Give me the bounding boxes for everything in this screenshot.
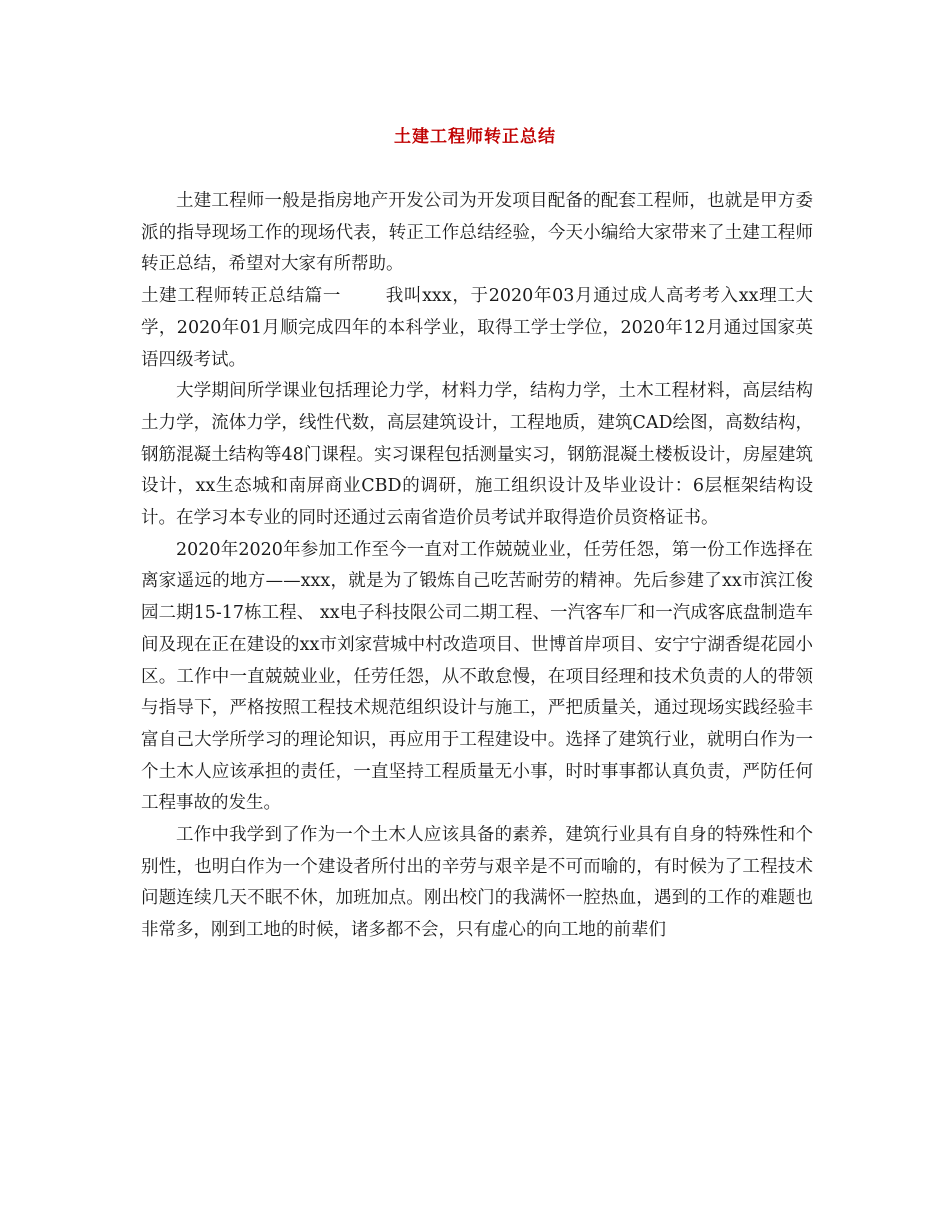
body-paragraph: 2020年2020年参加工作至今一直对工作兢兢业业，任劳任怨，第一份工作选择在离家遥远的地方——xxx，就是为了锻炼自己吃苦耐劳的精神。先后参建了xx市滨江俊园二期15-17栋工程、 xx电子科技限公司二期工程、一汽客车厂和一汽成客底盘制造车间及现在正在建设的xx市刘家营城中村改造项目、世博首岸项目、安宁宁湖香缇花园小区。工作中一直兢兢业业，任劳任怨，从不敢怠慢，在项目经理和技术负责的人的带领与指导下，严格按照工程技术规范组织设计与施工，严把质量关，通过现场实践经验丰富自己大学所学习的理论知识，再应用于工程建设中。选择了建筑行业，就明白作为一个土木人应该承担的责任，一直坚持工程质量无小事，时时事事都认真负责，严防任何工程事故的发生。 bbox=[141, 539, 813, 814]
body-paragraph: 大学期间所学课业包括理论力学，材料力学，结构力学，土木工程材料，高层结构土力学，流体力学，线性代数，高层建筑设计，工程地质，建筑CAD绘图，高数结构，钢筋混凝土结构等48门课程。实习课程包括测量实习，钢筋混凝土楼板设计，房屋建筑设计，xx生态城和南屏商业CBD的调研，施工组织设计及毕业设计：6层框架结构设计。在学习本专业的同时还通过云南省造价员考试并取得造价员资格证书。 bbox=[141, 381, 813, 529]
document-title: 土建工程师转正总结 bbox=[394, 127, 556, 147]
document-body bbox=[141, 186, 813, 947]
section-paragraph bbox=[141, 281, 813, 376]
body-paragraph: 工作中我学到了作为一个土木人应该具备的素养，建筑行业具有自身的特殊性和个别性，也明白作为一个建设者所付出的辛劳与艰辛是不可而喻的，有时候为了工程技术问题连续几天不眠不休，加班加点。刚出校门的我满怀一腔热血，遇到的工作的难题也非常多，刚到工地的时候，诸多都不会，只有虚心的向工地的前辈们 bbox=[141, 825, 813, 941]
section-first-paragraph: 我叫xxx，于2020年03月通过成人高考考入xx理工大学，2020年01月顺完成四年的本科学业，取得工学士学位，2020年12月通过国家英语四级考试。 bbox=[141, 286, 814, 370]
section-heading: 土建工程师转正总结篇一 bbox=[141, 286, 342, 307]
intro-paragraph: 土建工程师一般是指房地产开发公司为开发项目配备的配套工程师，也就是甲方委派的指导现场工作的现场代表，转正工作总结经验，今天小编给大家带来了土建工程师转正总结，希望对大家有所帮助。 bbox=[141, 191, 813, 275]
